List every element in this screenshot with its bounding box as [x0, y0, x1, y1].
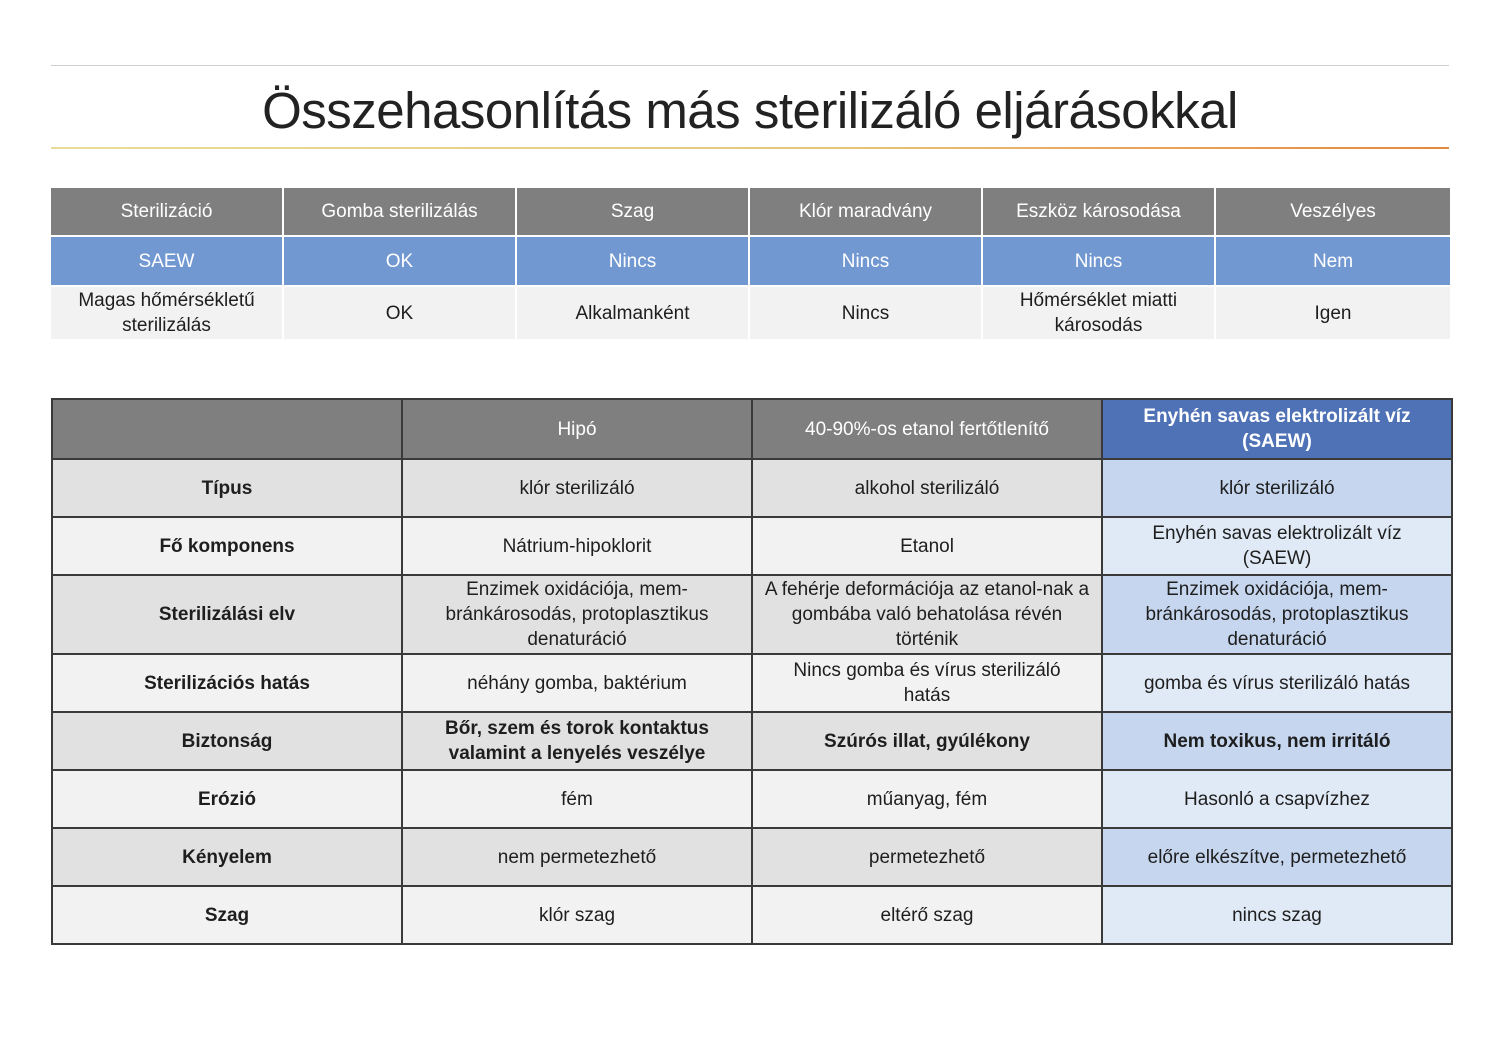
comparison-row-sterilizacios-hatas: [52, 654, 1452, 712]
comparison-cell-saew: Enzimek oxidációja, mem-bránkárosodás, protoplasztikus denaturáció: [1102, 575, 1452, 654]
comparison-cell-saew: Enyhén savas elektrolizált víz (SAEW): [1102, 517, 1452, 575]
summary-header-cell: Gomba sterilizálás: [284, 188, 517, 237]
row-label: Szag: [52, 886, 402, 944]
summary-header-cell: Veszélyes: [1216, 188, 1450, 237]
page-title: Összehasonlítás más sterilizáló eljárásokkal: [262, 82, 1238, 139]
summary-cell: OK: [284, 237, 517, 287]
comparison-header-saew: Enyhén savas elektrolizált víz (SAEW): [1102, 399, 1452, 459]
comparison-row-biztonsag: [52, 712, 1452, 770]
comparison-cell-saew: Nem toxikus, nem irritáló: [1102, 712, 1452, 770]
summary-cell: Nincs: [517, 237, 750, 287]
comparison-cell: klór sterilizáló: [402, 459, 752, 517]
top-divider: [51, 65, 1449, 66]
comparison-cell: Bőr, szem és torok kontaktus valamint a lenyelés veszélye: [402, 712, 752, 770]
comparison-cell-saew: előre elkészítve, permetezhető: [1102, 828, 1452, 886]
summary-header-cell: Eszköz károsodása: [983, 188, 1216, 237]
summary-cell: OK: [284, 287, 517, 339]
comparison-cell: néhány gomba, baktérium: [402, 654, 752, 712]
summary-row-saew: [51, 237, 1450, 287]
summary-cell: Magas hőmérsékletű sterilizálás: [51, 287, 284, 339]
comparison-cell: fém: [402, 770, 752, 828]
row-label: Típus: [52, 459, 402, 517]
summary-cell: Nincs: [750, 287, 983, 339]
comparison-cell: A fehérje deformációja az etanol-nak a gombába való behatolása révén történik: [752, 575, 1102, 654]
summary-cell: Hőmérséklet miatti károsodás: [983, 287, 1216, 339]
summary-cell: Alkalmanként: [517, 287, 750, 339]
summary-table: [51, 188, 1450, 339]
comparison-cell: Nincs gomba és vírus sterilizáló hatás: [752, 654, 1102, 712]
comparison-cell: Szúrós illat, gyúlékony: [752, 712, 1102, 770]
comparison-header-row: [52, 399, 1452, 459]
row-label: Sterilizációs hatás: [52, 654, 402, 712]
summary-row-high-temp: [51, 287, 1450, 339]
row-label: Biztonság: [52, 712, 402, 770]
comparison-cell-saew: nincs szag: [1102, 886, 1452, 944]
comparison-cell: permetezhető: [752, 828, 1102, 886]
summary-cell: Igen: [1216, 287, 1450, 339]
summary-header-row: [51, 188, 1450, 237]
comparison-cell-saew: Hasonló a csapvízhez: [1102, 770, 1452, 828]
comparison-header-ethanol: 40-90%-os etanol fertőtlenítő: [752, 399, 1102, 459]
comparison-cell: alkohol sterilizáló: [752, 459, 1102, 517]
comparison-cell: Enzimek oxidációja, mem-bránkárosodás, protoplasztikus denaturáció: [402, 575, 752, 654]
summary-cell: Nem: [1216, 237, 1450, 287]
comparison-row-tipus: [52, 459, 1452, 517]
comparison-table: [51, 398, 1453, 945]
row-label: Erózió: [52, 770, 402, 828]
comparison-row-fo-komponens: [52, 517, 1452, 575]
row-label: Kényelem: [52, 828, 402, 886]
row-label: Fő komponens: [52, 517, 402, 575]
comparison-header-hipo: Hipó: [402, 399, 752, 459]
comparison-cell: klór szag: [402, 886, 752, 944]
comparison-header-corner: [52, 399, 402, 459]
comparison-row-szag: [52, 886, 1452, 944]
comparison-cell: Nátrium-hipoklorit: [402, 517, 752, 575]
comparison-cell-saew: klór sterilizáló: [1102, 459, 1452, 517]
comparison-cell: Etanol: [752, 517, 1102, 575]
row-label: Sterilizálási elv: [52, 575, 402, 654]
comparison-cell: nem permetezhető: [402, 828, 752, 886]
summary-cell: Nincs: [750, 237, 983, 287]
comparison-cell: műanyag, fém: [752, 770, 1102, 828]
title-underline: [51, 147, 1449, 149]
comparison-cell-saew: gomba és vírus sterilizáló hatás: [1102, 654, 1452, 712]
summary-cell: SAEW: [51, 237, 284, 287]
summary-header-cell: Sterilizáció: [51, 188, 284, 237]
comparison-cell: eltérő szag: [752, 886, 1102, 944]
comparison-row-sterilizalasi-elv: [52, 575, 1452, 654]
comparison-row-kenyelem: [52, 828, 1452, 886]
summary-cell: Nincs: [983, 237, 1216, 287]
summary-header-cell: Szag: [517, 188, 750, 237]
comparison-row-erozio: [52, 770, 1452, 828]
summary-header-cell: Klór maradvány: [750, 188, 983, 237]
